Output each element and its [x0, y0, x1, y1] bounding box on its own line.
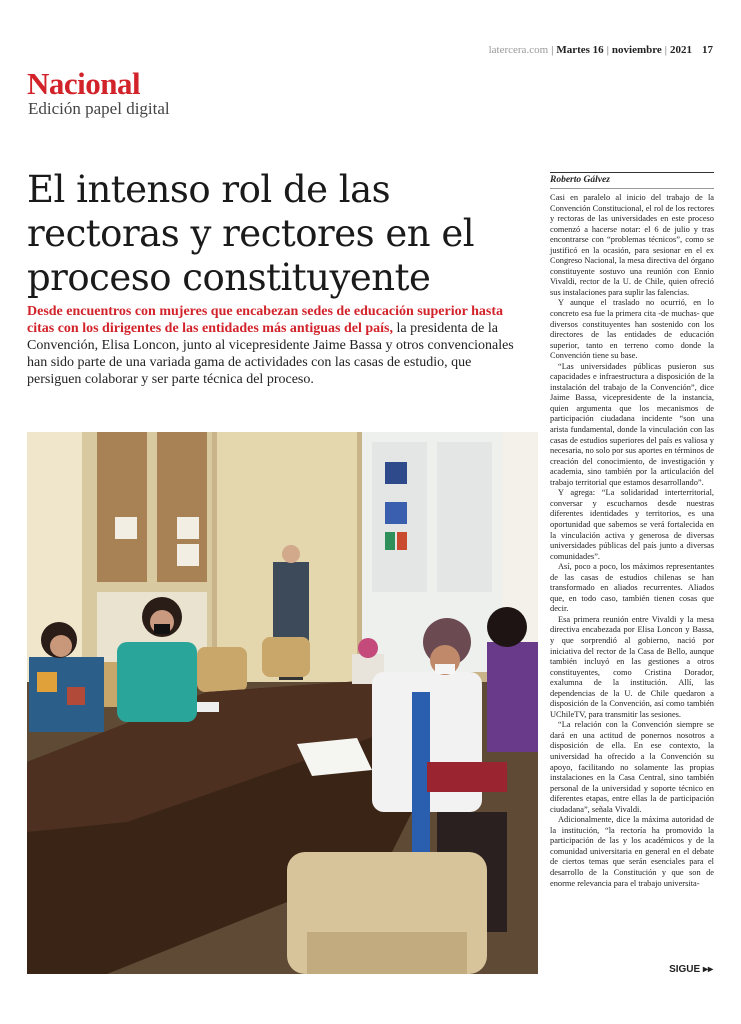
body-paragraph: Así, poco a poco, los máximos representantes de las casas de estudios chilenas se han transformado en aliados recurrentes. Aliados que, en todo caso, también tienen cosas que decir. [550, 562, 714, 614]
page-number: 17 [702, 44, 713, 56]
site-name: latercera.com [488, 44, 549, 56]
edition-label: Edición papel digital [28, 99, 170, 118]
body-paragraph: Casi en paralelo al inicio del trabajo de la Convención Constitucional, el rol de los rectores y rectoras de las universidades en este proceso comenzó a hacerse notar: el 6 de julio y tras encontrarse con “problemas técnicos”, como se justificó en la ocasión, para sesionar en el ex Congreso Nacional, la mesa directiva del órgano constituyente sostuvo una reunión con Ennio Vivaldi, rector de la U. de Chile, quien ofreció sus instalaciones para suplir las falencias. [550, 193, 714, 297]
byline: Roberto Gálvez [550, 172, 714, 189]
continue-link[interactable]: SIGUE ▸▸ [669, 964, 713, 975]
body-paragraph: Esa primera reunión entre Vivaldi y la mesa directiva encabezada por Elisa Loncon y Bassa, y que sorprendió al gobierno, nació por iniciativa del rector de la Casa de Bello, aunque también incluyó en las gestiones a otros constituyentes, como Cristina Dorador, exalumna de la institución. Allí, las dependencias de la U. de Chile quedaron a disposición de la Convención, así como también UChileTV, para transmitir las sesiones. [550, 614, 714, 719]
header-month: noviembre [611, 44, 662, 56]
article-body [550, 193, 714, 889]
section-title: Nacional [27, 66, 141, 101]
header-date: Martes 16 [556, 44, 604, 56]
article-body-column [550, 172, 714, 889]
article-headline: El intenso rol de las rectoras y rectores en el proceso constituyente [27, 168, 475, 299]
body-paragraph: “Las universidades públicas pusieron sus capacidades e infraestructura a disposición de la instalación del trabajo de la Convención”, dice Jaime Bassa, vicepresidente de la instancia, quien argumenta que los mecanismos de participación ciudadana incidente “son una arista fundamental, donde la vinculación con las casas de estudios superiores del país es valiosa y necesaria, no solo por sus aportes en términos de creación del conocimiento, de investigación y academia, sino también por la articulación del trabajo territorial que estamos desarrollando”. [550, 361, 714, 487]
header-year: 2021 [670, 44, 692, 56]
lead-highlight: Desde encuentros con mujeres que encabezan sedes de educación superior hasta citas con los dirigentes de las entidades más antiguas del país, [27, 304, 503, 336]
article-photo [27, 432, 538, 974]
article-lead [27, 303, 527, 388]
lead-text: la presidenta de la Convención, Elisa Loncon, junto al vicepresidente Jaime Bassa y otros convencionales han sido parte de una variada gama de actividades con las casas de estudio, que persiguen colaborar y ser parte técnica del proceso. [27, 321, 514, 387]
body-paragraph: Adicionalmente, dice la máxima autoridad de la institución, “la rectoría ha promovido la participación de las y los académicos y de la comunidad universitaria en general en el debate de ciertos temas que serán esenciales para el desarrollo de la Constitución y que son de enorme relevancia para el trabajo universita- [550, 815, 714, 888]
page-header: latercera.com | Martes 16 | noviembre | 2021 17 [488, 44, 713, 56]
body-paragraph: “La relación con la Convención siempre se dará en una actitud de ponernos nosotros a disposición de ella. En ese contexto, la universidad ha ofrecido a la Convención su apoyo, facilitando no solamente las propias instalaciones en la Casa Central, sino también personal de la universidad y soporte técnico en diferentes etapas, entre ellas la de participación ciudadana”, señala Vivaldi. [550, 720, 714, 814]
body-paragraph: Y aunque el traslado no ocurrió, en lo concreto esa fue la primera cita -de muchas- que diversos constituyentes han sostenido con los directores de las entidades de educación superior, tanto en terreno como donde la Convención tiene su base. [550, 298, 714, 361]
body-paragraph: Y agrega: “La solidaridad interterritorial, conversar y escucharnos desde nuestras diferentes identidades y territorios, es una oportunidad que sabemos se verá fortalecida en la vinculación activa y generosa de diversas universidades públicas del país junto a diversas comunidades”. [550, 488, 714, 561]
